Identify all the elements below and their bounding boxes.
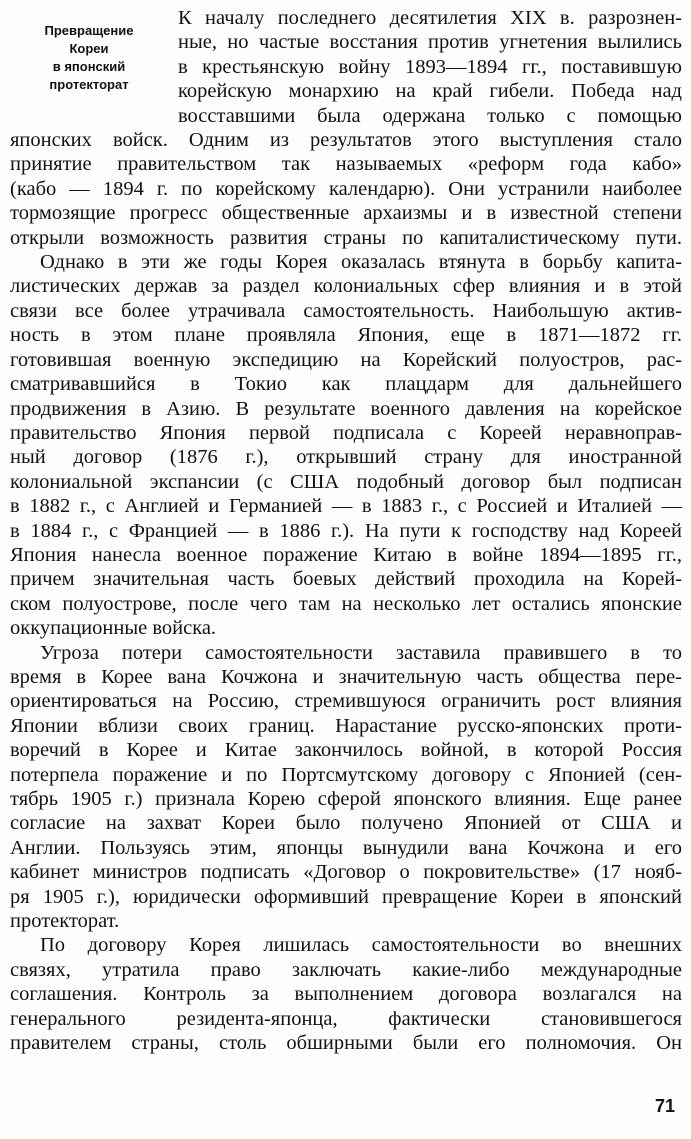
margin-heading-line: протекторат [49, 77, 129, 92]
text-line: листических держав за раздел колониальных сфер влияния и в этой [10, 275, 682, 298]
text-line: ные, но частые восстания против угнетения вылились [178, 31, 682, 54]
text-line: воречий в Корее и Китае закончилось войной, в которой Россия [10, 739, 682, 762]
text-line: продвижения в Азию. В результате военного давления на корейское [10, 397, 682, 420]
text-line: в крестьянскую войну 1893—1894 гг., поставившую [178, 55, 682, 78]
text-line: принятие правительством так называемых «реформ года кабо» [10, 153, 682, 176]
text-line: ря 1905 г.), юридически оформивший превращение Кореи в японский [10, 885, 682, 908]
text-line: К началу последнего десятилетия XIX в. разрознен- [178, 7, 682, 29]
text-line: По договору Корея лишилась самостоятельности во внешних [40, 934, 682, 957]
text-line: в 1882 г., с Англией и Германией — в 1883 г., с Россией и Италией — [10, 495, 682, 518]
page-number: 71 [654, 1096, 675, 1116]
text-line: тормозящие прогресс общественные архаизмы и в известной степени [10, 202, 682, 225]
text-line: Угроза потери самостоятельности заставила правившего в то [40, 641, 682, 664]
text-line: протекторат. [10, 910, 120, 933]
text-line: генерального резидента-японца, фактически становившегося [10, 1007, 682, 1030]
text-line: ность в этом плане проявляла Япония, еще в 1871—1872 гг. [10, 324, 682, 347]
text-line: ориентироваться на Россию, стремившуюся ограничить рост влияния [10, 690, 682, 713]
text-line: (кабо — 1894 г. по корейскому календарю). Они устранили наиболее [10, 177, 682, 200]
text-line: связях, утратила право заключать какие-либо международные [10, 958, 682, 981]
text-line: соглашения. Контроль за выполнением договора возлагался на [10, 983, 682, 1006]
margin-heading-line: в японский [52, 59, 126, 74]
text-line: ском полуострове, после чего там на несколько лет остались японские [10, 592, 682, 615]
text-line: связи все более утрачивала самостоятельность. Наибольшую актив- [10, 299, 682, 322]
text-line: время в Корее вана Кочжона и значительную часть общества пере- [10, 665, 682, 688]
text-line: правителем страны, столь обширными были его полномочия. Он [10, 1032, 682, 1055]
text-line: Англии. Пользуясь этим, японцы вынудили вана Кочжона и его [10, 836, 682, 859]
text-line: Япония нанесла военное поражение Китаю в войне 1894—1895 гг., [10, 543, 682, 566]
text-line: тябрь 1905 г.) признала Корею сферой японского влияния. Еще ранее [10, 788, 682, 810]
text-line: колониальной экспансии (с США подобный договор был подписан [10, 470, 682, 493]
body-text [10, 6, 682, 1055]
text-line: в 1884 г., с Францией — в 1886 г.). На пути к господству над Кореей [10, 519, 682, 542]
text-line: открыли возможность развития страны по капиталистическому пути. [10, 226, 682, 249]
text-line: правительство Япония первой подписала с Кореей неравноправ- [10, 421, 682, 444]
text-line: японских войск. Одним из результатов этого выступления стало [10, 129, 682, 152]
text-line: восставшими была одержана только с помощью [178, 104, 682, 127]
text-line: Однако в эти же годы Корея оказалась втянута в борьбу капита- [40, 251, 682, 274]
text-line: причем значительная часть боевых действий проходила на Корей- [10, 568, 682, 591]
text-line: корейскую монархию на край гибели. Победа над [178, 80, 682, 103]
text-line: кабинет министров подписать «Договор о покровительстве» (17 нояб- [10, 861, 682, 884]
margin-heading-line: Превращение [44, 23, 134, 38]
text-line: Японии вблизи своих границ. Нарастание русско-японских проти- [10, 714, 682, 737]
text-line: сматривавшийся в Токио как плацдарм для дальнейшего [10, 373, 682, 396]
text-line: ный договор (1876 г.), открывший страну для иностранной [10, 446, 682, 469]
text-line: готовившая военную экспедицию на Корейский полуостров, рас- [10, 348, 682, 371]
margin-heading-line: Кореи [69, 41, 109, 56]
text-line: согласие на захват Кореи было получено Японией от США и [10, 812, 682, 835]
text-line: оккупационные войска. [10, 617, 217, 640]
text-line: потерпела поражение и по Портсмутскому договору с Японией (сен- [10, 763, 682, 786]
